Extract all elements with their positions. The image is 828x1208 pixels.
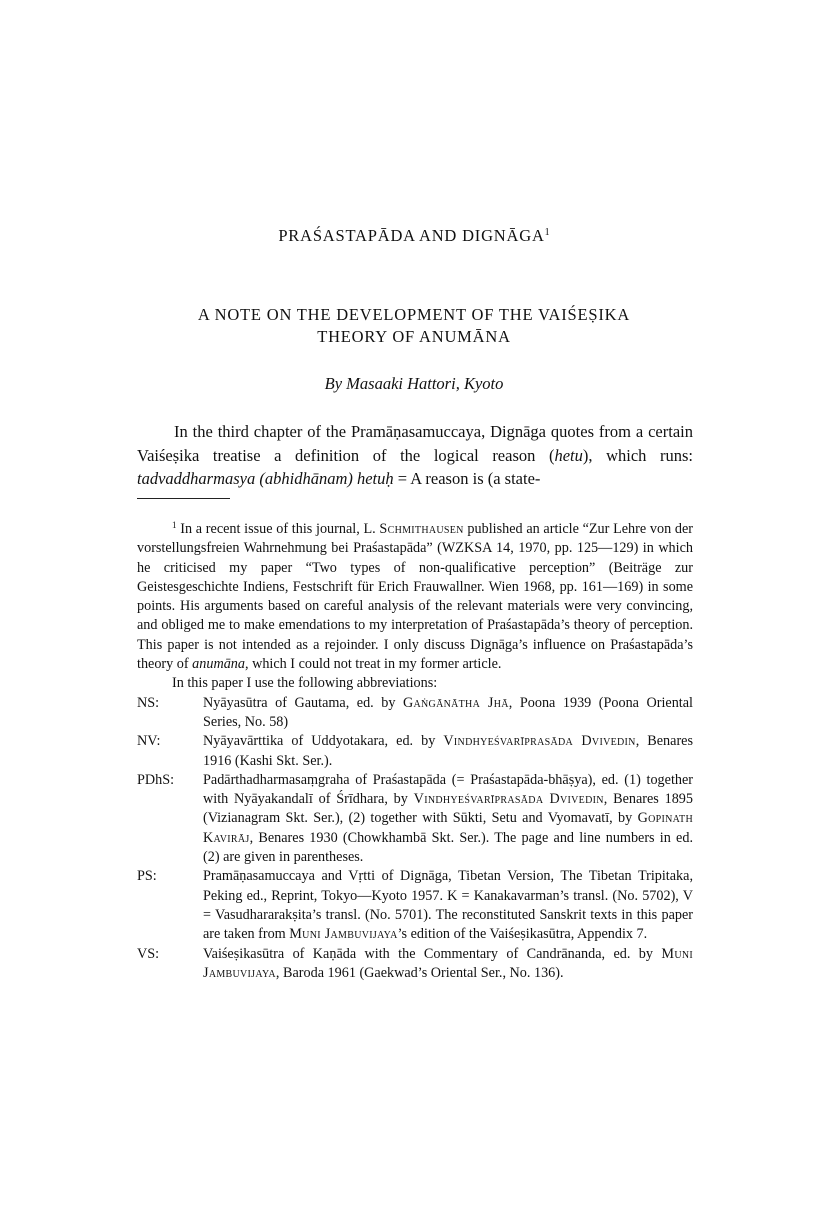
abbr-pdhs-text-2: , Benares 1895 (Vizianagram Skt. Ser.), (2) together with Sūkti, Setu and Vyomavatī, by (203, 791, 693, 827)
abbr-ns-text-1: Nyāyasūtra of Gautama, ed. by (203, 694, 403, 711)
abbreviation-list (137, 694, 693, 983)
footnote-paragraph (137, 516, 693, 674)
abbr-nv-editor: Vindhyeśvarīprasāda Dvivedin (443, 733, 636, 750)
abbr-vs-text-2: , Baroda 1961 (Gaekwad’s Oriental Ser., No. 136). (275, 964, 564, 981)
abbr-ps-text-1: Pramāṇasamuccaya and Vṛtti of Dignāga, Tibetan Version, The Tibetan Tripitaka, Peking ed., Reprint, Tokyo—Kyoto 1957. K = Kanakavarman’s transl. (No. 5702), V = Vasudhararakṣita’s transl. (No. 5701). The reconstituted Sanskrit texts in this paper are taken from (203, 868, 693, 943)
abbr-nv-text-2: , Benares 1916 (Kashi Skt. Ser.). (203, 733, 693, 769)
abbreviation-entry-ns (137, 694, 693, 733)
abbreviation-entry-nv (137, 732, 693, 771)
intro-text-3: = A reason is (a state- (393, 469, 541, 488)
abbreviation-entry-pdhs (137, 771, 693, 867)
abbreviation-key: VS: (137, 945, 160, 962)
abbreviation-text (203, 732, 693, 771)
footnote-term-anumana: anumāna (192, 656, 245, 673)
footnote-separator (137, 498, 230, 499)
footnote-mark: 1 (172, 520, 177, 530)
abbr-ps-text-2: ’s edition of the Vaiśeṣikasūtra, Appendix 7. (397, 926, 648, 943)
footnote-author-name: Schmithausen (379, 521, 464, 537)
subtitle-line-1: A NOTE ON THE DEVELOPMENT OF THE VAIŚEṢIKA (197, 305, 631, 324)
title-footnote-mark: 1 (544, 227, 550, 238)
abbreviation-key: PDhS: (137, 771, 175, 788)
abbreviation-key: NS: (137, 694, 160, 711)
abbreviations-intro: In this paper I use the following abbreviations: (172, 675, 438, 692)
body-text (137, 420, 693, 491)
abbreviation-text (203, 771, 693, 867)
abbreviation-key: PS: (137, 868, 157, 885)
opening-paragraph (137, 420, 693, 491)
abbreviation-text (203, 945, 693, 984)
abbreviation-text (203, 694, 693, 733)
intro-sanskrit-quote: tadvaddharmasya (abhidhānam) hetuḥ (137, 469, 394, 488)
abbr-pdhs-editor-2: Gopinath Kavirāj (203, 810, 693, 846)
subtitle-line-2: THEORY OF ANUMĀNA (317, 327, 511, 346)
intro-term-hetu: hetu (554, 445, 583, 465)
abbr-pdhs-text-3: , Benares 1930 (Chowkhambā Skt. Ser.). The page and line numbers in ed. (2) are given in parentheses. (203, 829, 693, 866)
abbr-vs-editor: Muni Jambuvijaya (203, 945, 693, 981)
article-subtitle (100, 304, 728, 348)
footnote (137, 516, 693, 983)
footnote-text-1: In a recent issue of this journal, L. (180, 521, 380, 537)
footnote-text-2: published an article “Zur Lehre von der vorstellungsfreien Wahrnehmung bei Praśastapāda” (WZKSA 14, 1970, pp. 125—129) in which he criticised my paper “Two types of non-qualificative perception” (Beiträge zur Geistesgeschichte Indiens, Festschrift für Erich Frauwallner. Wien 1968, pp. 161—169) in some points. His arguments based on careful analysis of the relevant materials were very convincing, and obliged me to make emendations to my interpretation of Praśastapāda’s theory of perception. This paper is not intended as a rejoinder. I only discuss Dignāga’s influence on Praśastapāda’s theory of (137, 521, 694, 673)
author-byline: By Masaaki Hattori, Kyoto (324, 374, 504, 393)
footnote-text-3: , which I could not treat in my former article. (244, 656, 502, 673)
article-title (0, 226, 828, 246)
intro-text-2: ), which runs: (582, 445, 693, 465)
intro-text-1: In the third chapter of the Pramāṇasamuccaya, Dignāga quotes from a certain Vaiśeṣika treatise a definition of the logical reason ( (137, 422, 693, 465)
abbr-pdhs-editor-1: Vindhyeśvarīprasāda Dvivedin (413, 791, 604, 808)
abbr-ns-editor: Gaṅgānātha Jhā (402, 694, 509, 711)
article-title-text: PRAŚASTAPĀDA AND DIGNĀGA (278, 226, 545, 245)
abbr-ps-editor: Muni Jambuvijaya (289, 926, 398, 943)
abbr-vs-text-1: Vaiśeṣikasūtra of Kaṇāda with the Commentary of Candrānanda, ed. by (203, 945, 662, 962)
abbreviation-entry-vs (137, 945, 693, 984)
abbr-ns-text-2: , Poona 1939 (Poona Oriental Series, No. 58) (203, 694, 693, 730)
abbreviation-text (203, 867, 693, 944)
abbr-pdhs-text-1: Padārthadharmasaṃgraha of Praśastapāda (= Praśastapāda-bhāṣya), ed. (1) together with Nyāyakandalī of Śrīdhara, by (203, 771, 693, 808)
abbreviation-entry-ps (137, 867, 693, 944)
abbr-nv-text-1: Nyāyavārttika of Uddyotakara, ed. by (203, 733, 444, 750)
abbreviation-key: NV: (137, 733, 161, 750)
